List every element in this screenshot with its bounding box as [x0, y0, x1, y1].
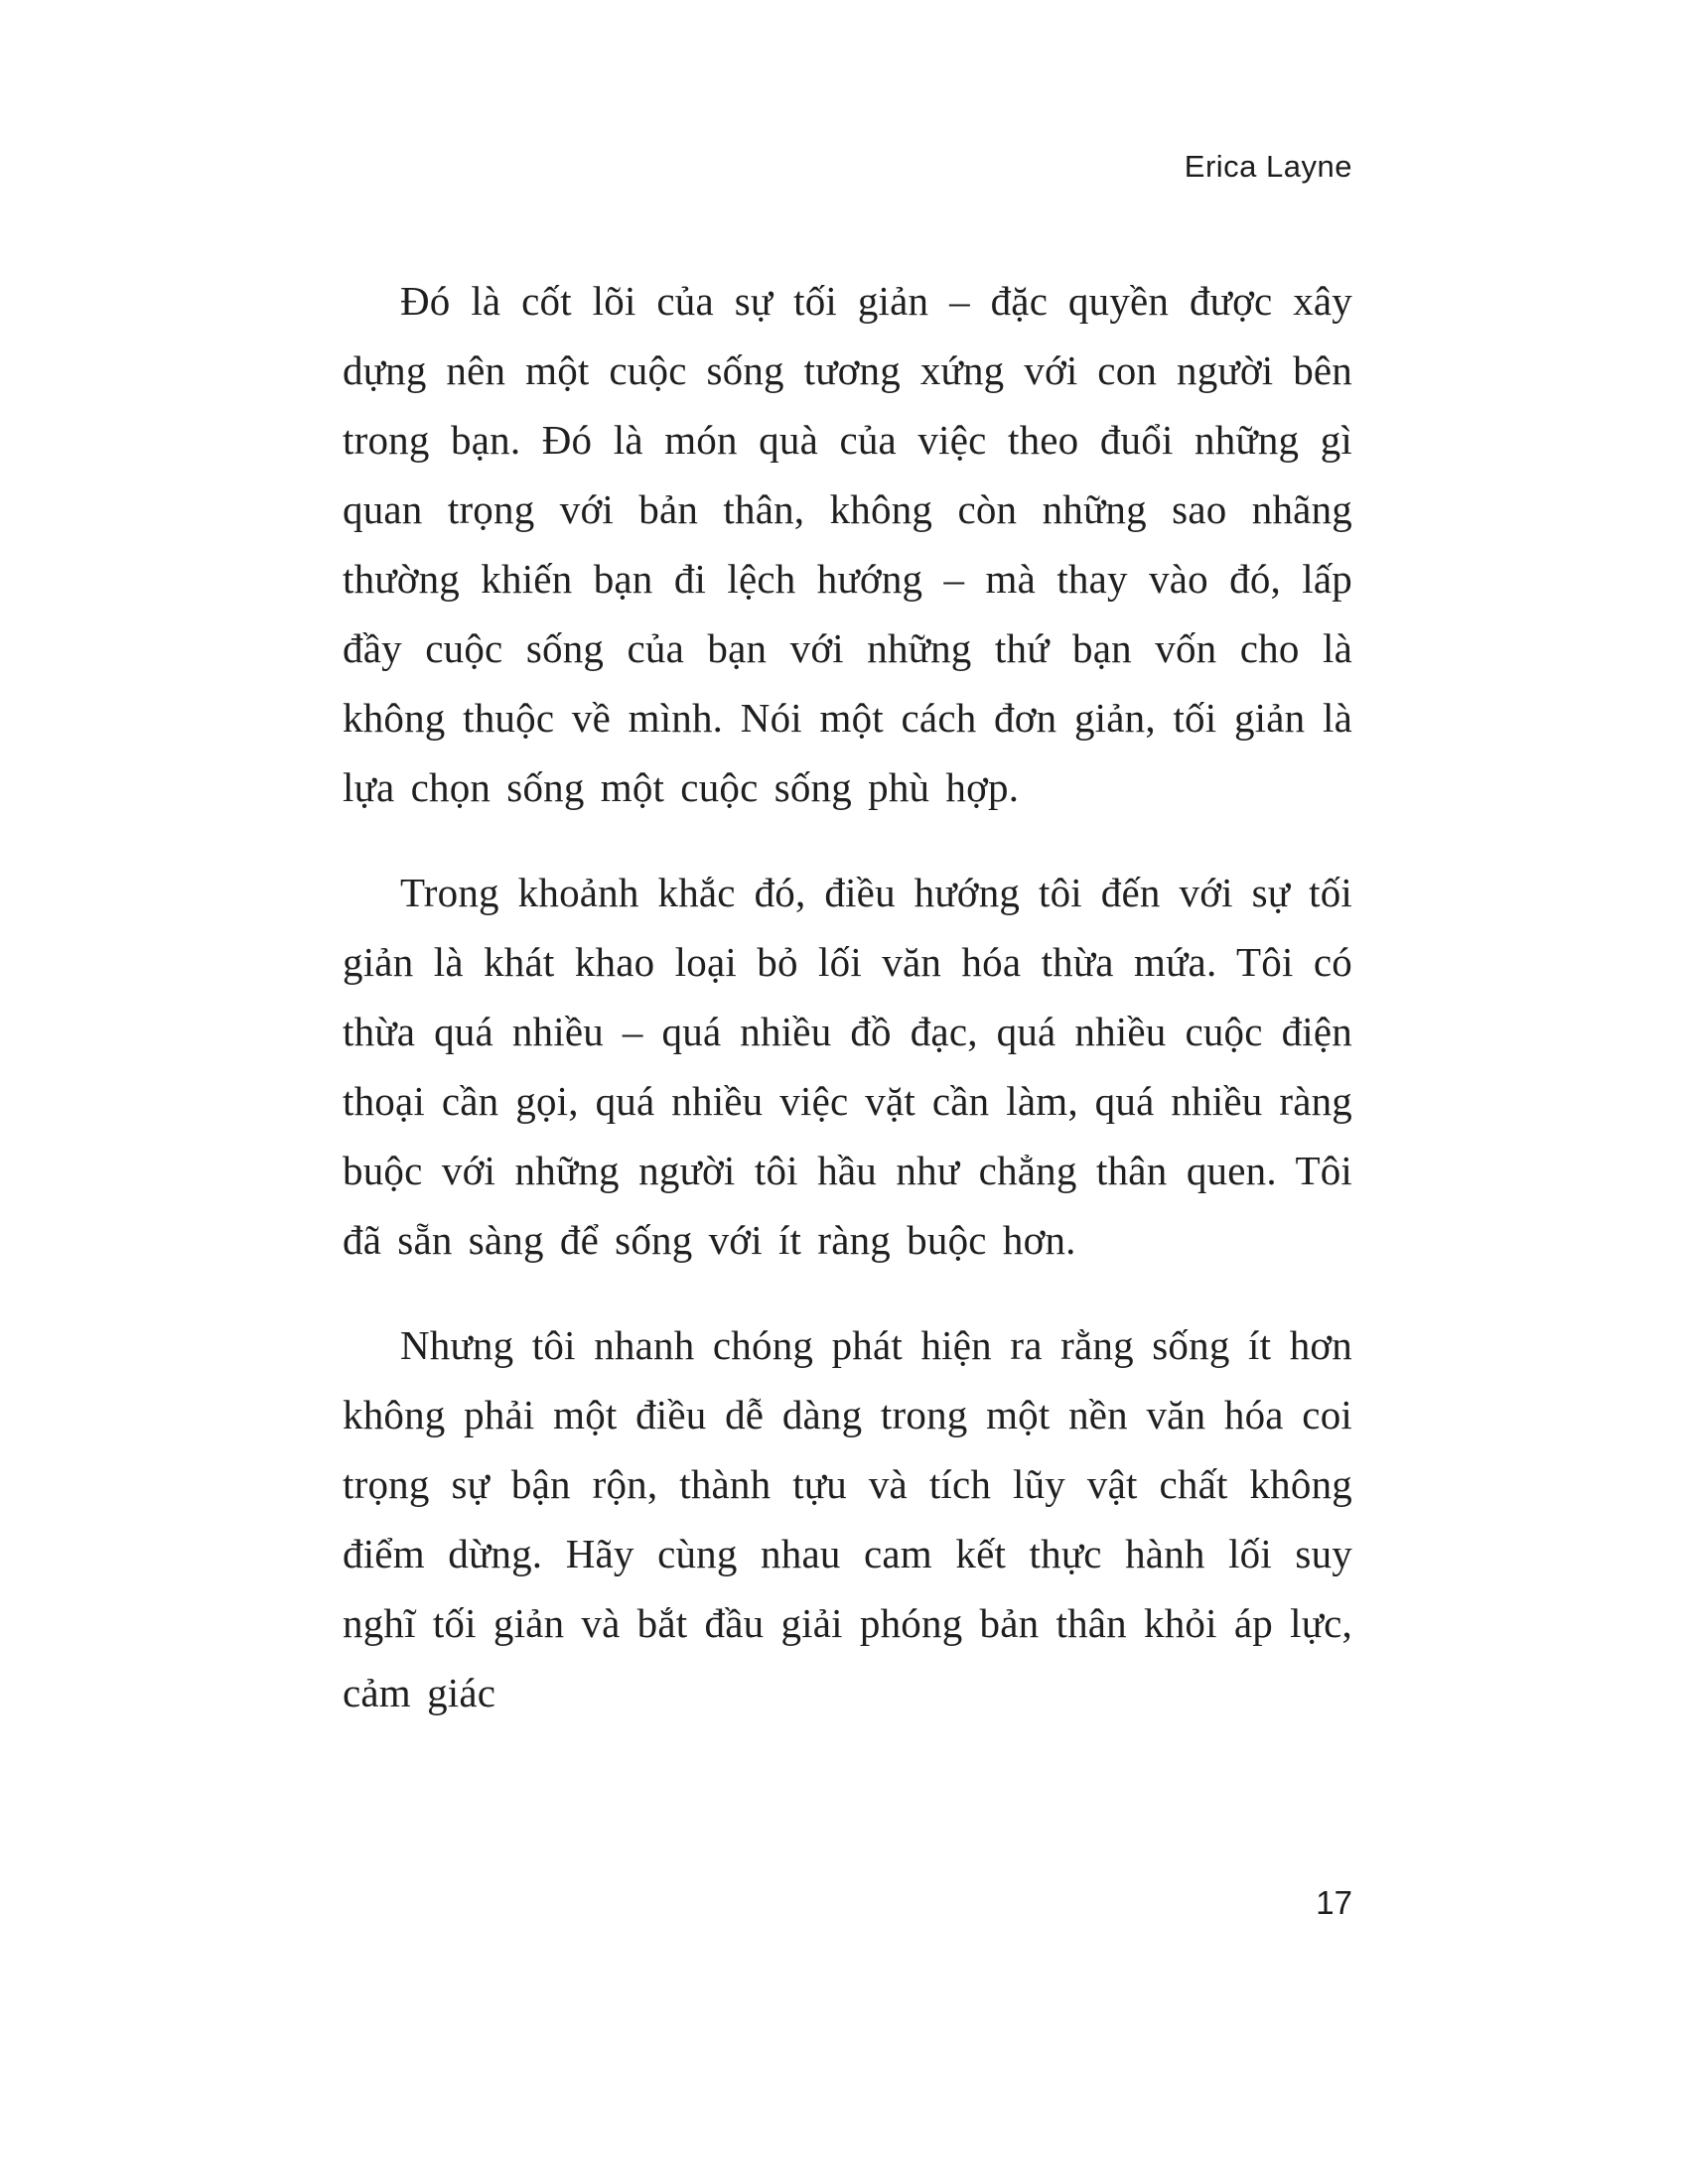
paragraph-3: Nhưng tôi nhanh chóng phát hiện ra rằng sống ít hơn không phải một điều dễ dàng trong một nền văn hóa coi trọng sự bận rộn, thành tựu và tích lũy vật chất không điểm dừng. Hãy cùng nhau cam kết thực hành lối suy nghĩ tối giản và bắt đầu giải phóng bản thân khỏi áp lực, cảm giác: [343, 1322, 1352, 1715]
page-number: 17: [1316, 1884, 1352, 1921]
author-name: Erica Layne: [1184, 149, 1352, 184]
body-text: [343, 266, 1352, 1727]
page-footer: [343, 1884, 1352, 1922]
running-header: [343, 149, 1352, 185]
paragraph-1: Đó là cốt lõi của sự tối giản – đặc quyền được xây dựng nên một cuộc sống tương xứng với con người bên trong bạn. Đó là món quà của việc theo đuổi những gì quan trọng với bản thân, không còn những sao nhãng thường khiến bạn đi lệch hướng – mà thay vào đó, lấp đầy cuộc sống của bạn với những thứ bạn vốn cho là không thuộc về mình. Nói một cách đơn giản, tối giản là lựa chọn sống một cuộc sống phù hợp.: [343, 278, 1352, 810]
paragraph-2: Trong khoảnh khắc đó, điều hướng tôi đến với sự tối giản là khát khao loại bỏ lối văn hóa thừa mứa. Tôi có thừa quá nhiều – quá nhiều đồ đạc, quá nhiều cuộc điện thoại cần gọi, quá nhiều việc vặt cần làm, quá nhiều ràng buộc với những người tôi hầu như chẳng thân quen. Tôi đã sẵn sàng để sống với ít ràng buộc hơn.: [343, 870, 1352, 1263]
